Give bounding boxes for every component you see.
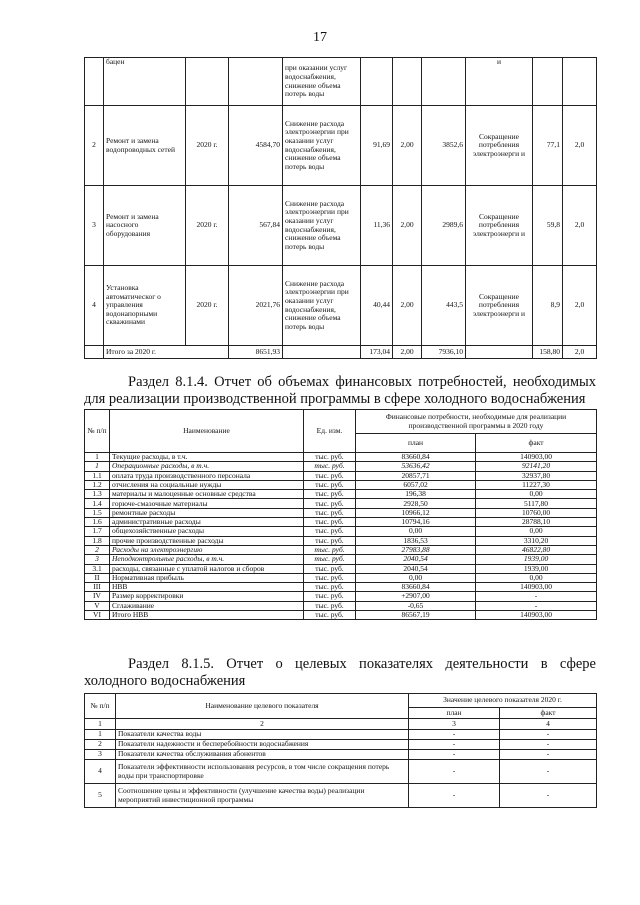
project-v4 — [533, 58, 563, 106]
project-cost: 2021,76 — [229, 266, 283, 346]
header-unit: Ед. изм. — [304, 410, 356, 453]
table-row: 1.3 материалы и малоценные основные средства тыс. руб. 196,38 0,00 — [85, 490, 597, 499]
project-v3 — [422, 58, 466, 106]
header-num: № п/п — [85, 410, 110, 453]
project-result: Сокращение потребления электроэнерги и — [466, 106, 533, 186]
table-row: 1.8 прочие производственные расходы тыс. руб. 1836,53 3310,20 — [85, 536, 597, 545]
project-v4: 77,1 — [533, 106, 563, 186]
project-result: Сокращение потребления электроэнерги и — [466, 186, 533, 266]
header-plan: план — [356, 434, 476, 453]
header-plan: план — [409, 708, 500, 719]
total-v2: 2,00 — [393, 346, 422, 359]
project-cost: 4584,70 — [229, 106, 283, 186]
table-row: 1 Операционные расходы, в т.ч. тыс. руб. 53636,42 92141,20 — [85, 462, 597, 471]
heading-line: холодного водоснабжения — [84, 673, 246, 689]
table-row: 2 Показатели надежности и бесперебойности водоснабжения - - — [85, 740, 597, 750]
table-row: 1.6 административные расходы тыс. руб. 10794,16 28788,10 — [85, 518, 597, 527]
table-row: 1 Показатели качества воды - - — [85, 730, 597, 740]
header-name: Наименование — [110, 410, 304, 453]
project-v2: 2,00 — [393, 266, 422, 346]
table-row: 3.1 расходы, связанные с уплатой налогов и сборов тыс. руб. 2040,54 1939,00 — [85, 564, 597, 573]
project-v1: 91,69 — [361, 106, 393, 186]
target-indicators-table — [84, 693, 597, 808]
project-v1 — [361, 58, 393, 106]
total-v3: 7936,10 — [422, 346, 466, 359]
table-row: 3 Показатели качества обслуживания абонентов - - — [85, 750, 597, 760]
section-8-1-5-heading — [84, 656, 596, 690]
project-v5 — [563, 58, 597, 106]
project-name: Ремонт и замена водопроводных сетей — [104, 106, 186, 186]
table-row: VI Итого НВВ тыс. руб. 86567,19 140903,00 — [85, 611, 597, 620]
heading-line: Раздел 8.1.4. Отчет об объемах финансовых потребностей, необходимых — [128, 374, 596, 390]
project-num: 2 — [85, 106, 104, 186]
financial-needs-table — [84, 409, 597, 620]
table-row: 1.7 общехозяйственные расходы тыс. руб. 0,00 0,00 — [85, 527, 597, 536]
header-group: Значение целевого показателя 2020 г. — [409, 694, 597, 708]
project-v3: 2989,6 — [422, 186, 466, 266]
project-year: 2020 г. — [186, 266, 229, 346]
project-name: Установка автоматическог о управления водонапорными скважинами — [104, 266, 186, 346]
project-v2 — [393, 58, 422, 106]
heading-line: для реализации производственной программы в сфере холодного водоснабжения — [84, 391, 586, 407]
table-row — [85, 266, 597, 346]
project-effect: Снижение расхода электроэнергии при оказании услуг водоснабжения, снижение объема потерь воды — [283, 266, 361, 346]
table-header-row — [85, 410, 597, 434]
project-num — [85, 58, 104, 106]
table-row: II Нормативная прибыль тыс. руб. 0,00 0,00 — [85, 573, 597, 582]
table-row: IV Размер корректировки тыс. руб. +2907,00 - — [85, 592, 597, 601]
table-index-row: 1 2 3 4 — [85, 719, 597, 730]
project-v4: 59,8 — [533, 186, 563, 266]
header-fact: факт — [476, 434, 597, 453]
project-v5: 2,0 — [563, 266, 597, 346]
project-cost — [229, 58, 283, 106]
project-result: Сокращение потребления электроэнерги и — [466, 266, 533, 346]
page-number: 17 — [313, 30, 327, 45]
table-row: 2 Расходы на электроэнергию тыс. руб. 27983,88 46822,80 — [85, 545, 597, 554]
table-row: 4 Показатели эффективности использования ресурсов, в том числе сокращения потерь воды при транспортировке - - — [85, 760, 597, 784]
project-result: и — [466, 58, 533, 106]
project-effect: Снижение расхода электроэнергии при оказании услуг водоснабжения, снижение объема потерь воды — [283, 106, 361, 186]
header-name: Наименование целевого показателя — [116, 694, 409, 719]
project-num: 3 — [85, 186, 104, 266]
projects-table — [84, 57, 597, 359]
project-num: 4 — [85, 266, 104, 346]
header-group: Финансовые потребности, необходимые для реализации производственной программы в 2020 году — [356, 410, 597, 434]
table-row: 1.1 оплата труда производственного персонала тыс. руб. 20857,71 32937,80 — [85, 471, 597, 480]
project-v1: 40,44 — [361, 266, 393, 346]
total-v4: 158,80 — [533, 346, 563, 359]
project-name: Ремонт и замена насосного оборудования — [104, 186, 186, 266]
table-row: 1.2 отчисления на социальные нужды тыс. руб. 6057,02 11227,30 — [85, 480, 597, 489]
project-year: 2020 г. — [186, 186, 229, 266]
section-8-1-4-heading — [84, 374, 596, 408]
table-row: 1.5 ремонтные расходы тыс. руб. 10966,12 10760,00 — [85, 508, 597, 517]
table-row: 3 Неподконтрольные расходы, в т.ч. тыс. руб. 2040,54 1939,00 — [85, 555, 597, 564]
total-cost: 8651,93 — [229, 346, 283, 359]
table-row: V Сглаживание тыс. руб. -0,65 - — [85, 601, 597, 610]
project-v3: 3852,6 — [422, 106, 466, 186]
project-v5: 2,0 — [563, 186, 597, 266]
table-row-total — [85, 346, 597, 359]
header-fact: факт — [500, 708, 597, 719]
table-header-row — [85, 694, 597, 708]
project-v1: 11,36 — [361, 186, 393, 266]
header-num: № п/п — [85, 694, 116, 719]
heading-line: Раздел 8.1.5. Отчет о целевых показателях деятельности в сфере — [128, 656, 596, 672]
project-v5: 2,0 — [563, 106, 597, 186]
project-effect: Снижение расхода электроэнергии при оказании услуг водоснабжения, снижение объема потерь воды — [283, 186, 361, 266]
project-year — [186, 58, 229, 106]
total-v5: 2,0 — [563, 346, 597, 359]
total-v1: 173,04 — [361, 346, 393, 359]
total-label: Итого за 2020 г. — [104, 346, 229, 359]
table-row — [85, 58, 597, 106]
project-effect: при оказании услуг водоснабжения, снижение объема потерь воды — [283, 58, 361, 106]
project-v2: 2,00 — [393, 186, 422, 266]
project-year: 2020 г. — [186, 106, 229, 186]
project-v3: 443,5 — [422, 266, 466, 346]
project-name: бацен — [104, 58, 186, 106]
project-v2: 2,00 — [393, 106, 422, 186]
table-row — [85, 186, 597, 266]
table-row — [85, 106, 597, 186]
project-cost: 567,84 — [229, 186, 283, 266]
table-row: 1.4 горюче-смазочные материалы тыс. руб. 2928,50 5117,80 — [85, 499, 597, 508]
project-v4: 8,9 — [533, 266, 563, 346]
table-row: III НВВ тыс. руб. 83660,84 140903,00 — [85, 583, 597, 592]
table-row: 1 Текущие расходы, в т.ч. тыс. руб. 83660,84 140903,00 — [85, 453, 597, 462]
table-row: 5 Соотношение цены и эффективности (улучшение качества воды) реализации мероприятий инвестиционной программы - - — [85, 784, 597, 808]
